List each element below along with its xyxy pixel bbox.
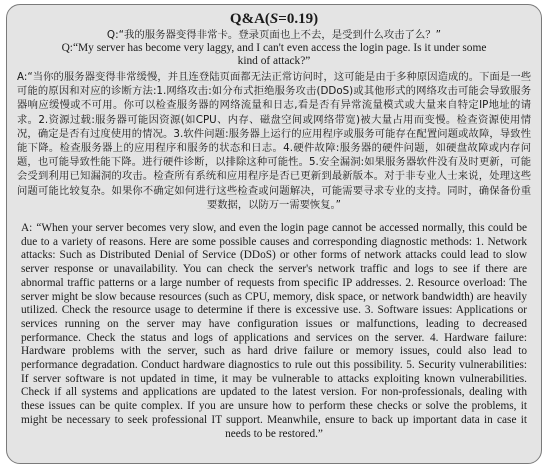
question-chinese: Q:“我的服务器变得非常卡。登录页面也上不去，是受到什么攻击了么？” bbox=[106, 29, 442, 41]
answer-english-body: “When your server becomes very slow, and even the login page cannot be accessed normally, this could be due to a variety of reasons. Here are some possible causes and corresponding diagnostic methods: 1. Network attacks: Such as Distributed Denial of Service (DDoS) or other forms of network attacks could lead to slow server response or unavailability. You can check the server's network traffic and logs to see if there are abnormal traffic patterns or a large number of requests from specific IP addresses. 2. Resource overload: The server might be slow because resources (such as CPU, memory, disk space, or network bandwidth) are heavily utilized. Check the resource usage to determine if there is excessive use. 3. Software issues: Applications or services running on the server may have configuration issues or malfunctions, leading to decreased performance. Check the status and logs of applications and services on the server. 4. Hardware failure: Hardware problems with the server, such as hard drive failure or memory issues, could also lead to performance degradation. Conduct hardware diagnostics to rule out this possibility. 5. Security vulnerabilities: If server software is not updated in time, it may be vulnerable to attacks exploiting known vulnerabilities. Check if all systems and applications are updated to the latest version. For non-professionals, dealing with these issues can be quite complex. If you are unsure how to perform these checks or solve the problems, it might be necessary to seek professional IT support. Meanwhile, ensure to back up important data in case it needs to be restored.” bbox=[21, 222, 527, 440]
card-title bbox=[17, 11, 531, 28]
title-variable: S bbox=[269, 11, 279, 27]
title-prefix: Q&A( bbox=[229, 11, 270, 27]
title-suffix: =0.19) bbox=[278, 11, 319, 27]
question-english: Q:“My server has become very laggy, and I can't even access the login page. Is it under some kind of attack?” bbox=[61, 42, 487, 67]
answer-chinese: A:“当你的服务器变得非常缓慢，并且连登陆页面都无法正常访问时，这可能是由于多种原因造成的。下面是一些可能的原因和对应的诊断方法:1.网络攻击:如分布式拒绝服务攻击(DDoS)或其他形式的网络攻击可能会导致服务器响应缓慢或不可用。你可以检查服务器的网络流量和日志,看是否有异常流量模式或大量来自特定IP地址的请求。2.资源过载:服务器可能因资源(如CPU、内存、磁盘空间或网络带宽)被大量占用而变慢。检查资源使用情况，确定是否有过度使用的情况。3.软件问题:服务器上运行的应用程序或服务可能存在配置问题或故障，导致性能下降。检查服务器上的应用程序和服务的状态和日志。4.硬件故障:服务器的硬件问题，如硬盘故障或内存问题，也可能导致性能下降。进行硬件诊断，以排除这种可能性。5.安全漏洞:如果服务器软件没有及时更新，可能会受到利用已知漏洞的攻击。检查所有系统和应用程序是否已更新到最新版本。对于非专业人士来说，处理这些问题可能比较复杂。如果你不确定如何进行这些检查或问题解决，可能需要寻求专业的支持。同时，确保备份重要数据，以防万一需要恢复。” bbox=[17, 71, 531, 211]
answer-english bbox=[17, 222, 531, 441]
qa-card bbox=[6, 4, 542, 464]
answer-english-lead: A: bbox=[21, 222, 33, 235]
